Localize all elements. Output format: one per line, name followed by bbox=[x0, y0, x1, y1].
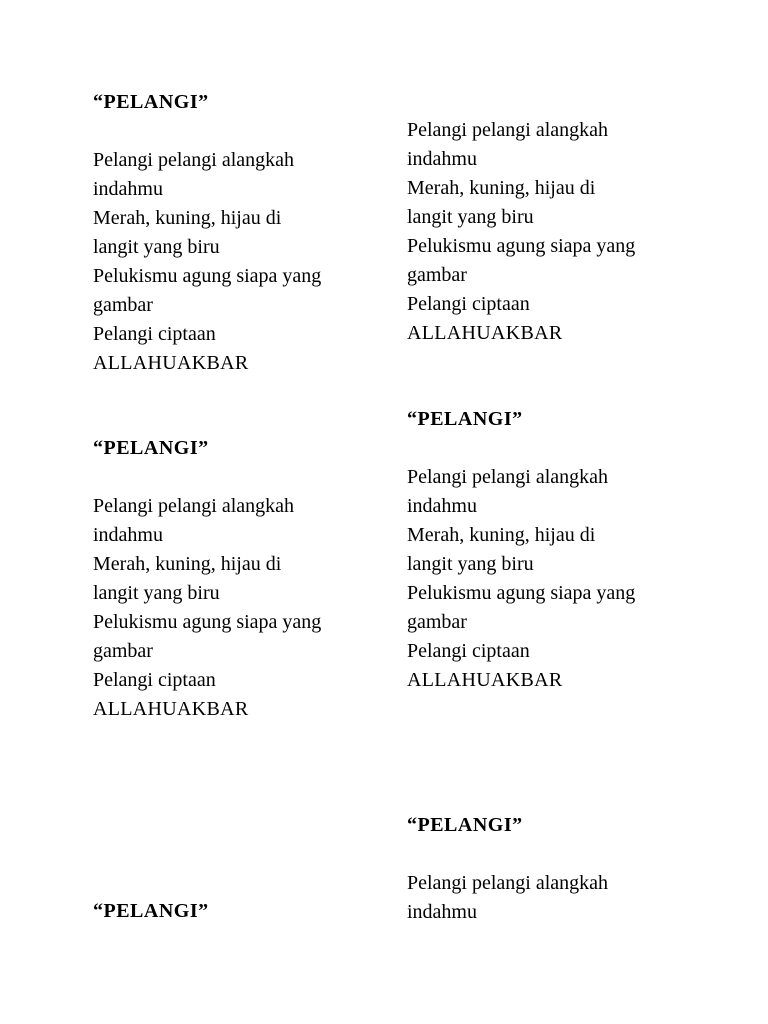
poem-line: Pelukismu agung siapa yang bbox=[407, 582, 636, 604]
poem-line: indahmu bbox=[93, 524, 163, 546]
poem-line: langit yang biru bbox=[93, 236, 220, 258]
poem-1 bbox=[93, 88, 383, 378]
poem-line: indahmu bbox=[407, 148, 477, 170]
spacer bbox=[407, 840, 697, 869]
poem-line: langit yang biru bbox=[93, 582, 220, 604]
poem-line: Pelukismu agung siapa yang bbox=[407, 235, 636, 257]
spacer bbox=[93, 117, 383, 146]
poem-3 bbox=[93, 434, 383, 724]
poem-line: Pelangi ciptaan bbox=[407, 293, 530, 315]
poem-line: Pelangi pelangi alangkah bbox=[93, 495, 295, 517]
poem-line: langit yang biru bbox=[407, 206, 534, 228]
poem-line: Pelukismu agung siapa yang bbox=[93, 265, 322, 287]
poem-title: “PELANGI” bbox=[93, 437, 209, 459]
poem-line: Pelangi pelangi alangkah bbox=[407, 466, 609, 488]
poem-line: ALLAHUAKBAR bbox=[93, 352, 249, 374]
poem-line: langit yang biru bbox=[407, 553, 534, 575]
spacer bbox=[407, 434, 697, 463]
poem-line: Pelangi ciptaan bbox=[407, 640, 530, 662]
poem-line: Pelangi ciptaan bbox=[93, 323, 216, 345]
poem-line: Merah, kuning, hijau di bbox=[407, 524, 596, 546]
poem-title: “PELANGI” bbox=[407, 814, 523, 836]
poem-line: gambar bbox=[93, 640, 153, 662]
poem-line: gambar bbox=[407, 264, 467, 286]
poem-line: Merah, kuning, hijau di bbox=[93, 207, 282, 229]
poem-line: gambar bbox=[407, 611, 467, 633]
poem-4 bbox=[407, 405, 697, 695]
poem-line: gambar bbox=[93, 294, 153, 316]
poem-line: Pelangi ciptaan bbox=[93, 669, 216, 691]
poem-line: Pelangi pelangi alangkah bbox=[407, 872, 609, 894]
poem-2 bbox=[407, 116, 697, 348]
poem-title: “PELANGI” bbox=[93, 91, 209, 113]
poem-title: “PELANGI” bbox=[407, 408, 523, 430]
poem-6 bbox=[93, 897, 383, 926]
poem-5 bbox=[407, 811, 697, 927]
poem-line: indahmu bbox=[407, 901, 477, 923]
poem-title: “PELANGI” bbox=[93, 900, 209, 922]
poem-line: ALLAHUAKBAR bbox=[407, 669, 563, 691]
poem-line: Pelangi pelangi alangkah bbox=[93, 149, 295, 171]
poem-line: indahmu bbox=[407, 495, 477, 517]
poem-line: Merah, kuning, hijau di bbox=[407, 177, 596, 199]
poem-line: ALLAHUAKBAR bbox=[93, 698, 249, 720]
poem-line: ALLAHUAKBAR bbox=[407, 322, 563, 344]
poem-line: Merah, kuning, hijau di bbox=[93, 553, 282, 575]
poem-line: indahmu bbox=[93, 178, 163, 200]
poem-line: Pelukismu agung siapa yang bbox=[93, 611, 322, 633]
spacer bbox=[93, 463, 383, 492]
poem-line: Pelangi pelangi alangkah bbox=[407, 119, 609, 141]
